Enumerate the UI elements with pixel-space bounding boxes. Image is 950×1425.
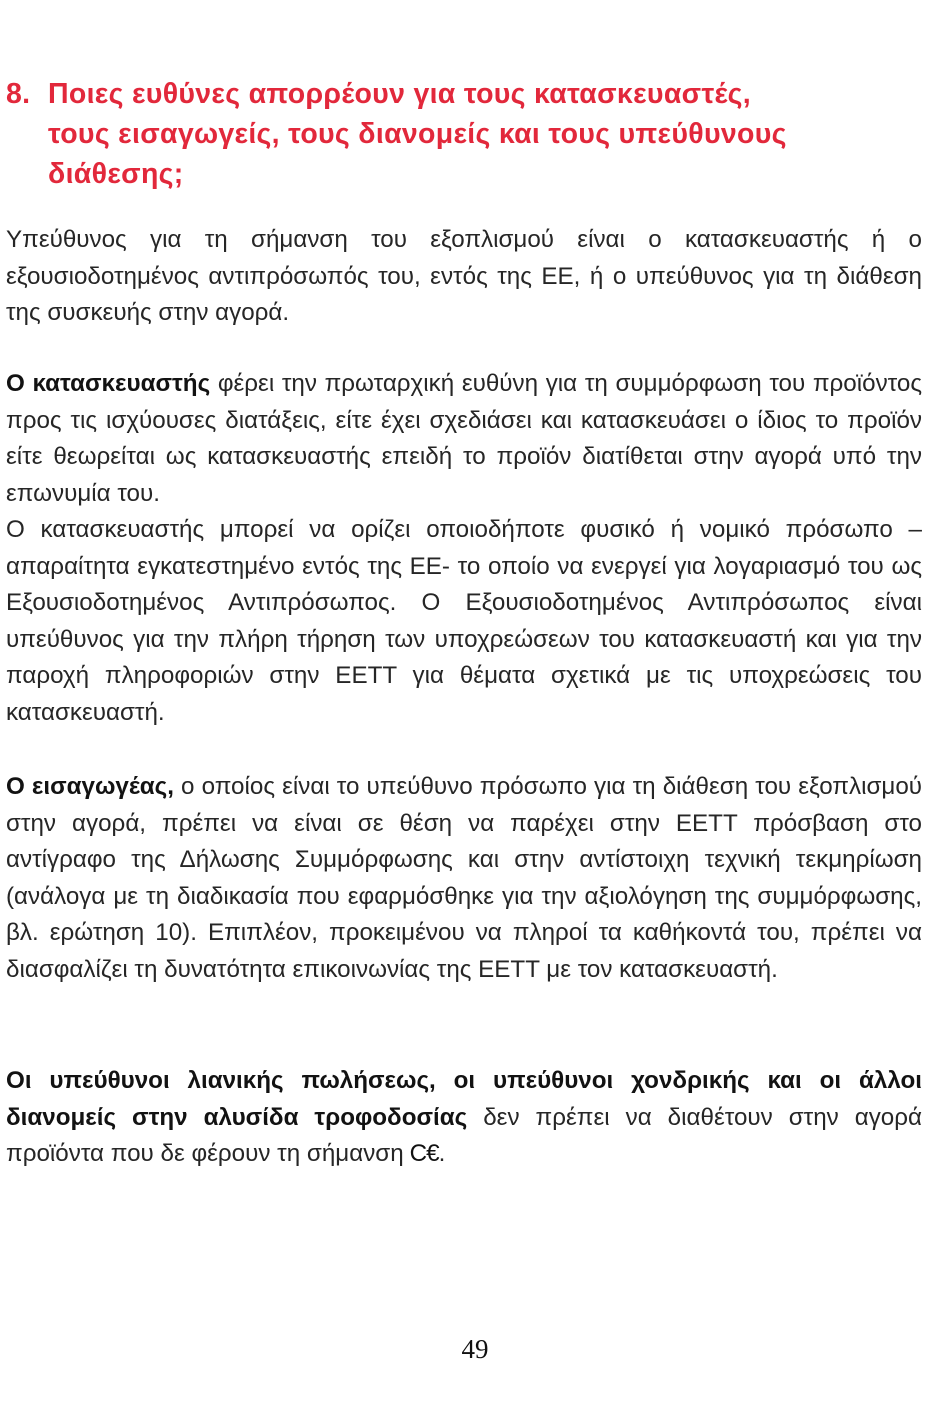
- section-title-line-1: Ποιες ευθύνες απορρέουν για τους κατασκευαστές,: [48, 78, 751, 110]
- paragraph-text: φέρει την πρωταρχική ευθύνη για τη συμμόρφωση του προϊόντος προς τις ισχύουσες διατάξεις, είτε έχει σχεδιάσει και κατασκευάσει ο ίδιος το προϊόν είτε θεωρείται ως κατασκευαστής επειδή το προϊόν διατίθεται στην αγορά υπό την επωνυμία του.: [6, 370, 922, 507]
- page-number: 49: [461, 1334, 489, 1364]
- paragraph-distributors: [6, 1063, 922, 1173]
- section-title-line-3: διάθεσης;: [48, 158, 184, 190]
- section-heading: [6, 74, 906, 194]
- paragraph-text: Υπεύθυνος για τη σήμανση του εξοπλισμού είναι ο κατασκευαστής ή ο εξουσιοδοτημένος αντιπρόσωπός του, εντός της ΕΕ, ή ο υπεύθυνος για τη διάθεση της συσκευής στην αγορά.: [6, 226, 922, 326]
- importer-term: Ο εισαγωγέας,: [6, 773, 174, 800]
- paragraph-manufacturer: [6, 366, 922, 731]
- section-title-line-2: τους εισαγωγείς, τους διανομείς και τους υπεύθυνους: [48, 118, 787, 150]
- paragraph-marking-responsibility: [6, 222, 922, 332]
- manufacturer-term: Ο κατασκευαστής: [6, 370, 211, 397]
- distributors-term: Οι υπεύθυνοι λιανικής πωλήσεως, οι υπεύθυνοι χονδρικής και οι άλλοι διανομείς στην αλυσίδα τροφοδοσίας: [6, 1067, 922, 1131]
- section-number: 8.: [6, 78, 31, 110]
- paragraph-text: δεν πρέπει να διαθέτουν στην αγορά προϊόντα που δε φέρουν τη σήμανση: [6, 1103, 922, 1167]
- paragraph-end: .: [438, 1140, 446, 1167]
- ce-mark-icon: C€: [409, 1140, 439, 1167]
- authorized-representative-text: Ο κατασκευαστής μπορεί να ορίζει οποιοδήποτε φυσικό ή νομικό πρόσωπο –απαραίτητα εγκατεστημένο εντός της ΕΕ- το οποίο να ενεργεί για λογαριασμό του ως Εξουσιοδοτημένος Αντιπρόσωπος. Ο Εξουσιοδοτημένος Αντιπρόσωπος είναι υπεύθυνος για την πλήρη τήρηση των υποχρεώσεων του κατασκευαστή και για την παροχή πληροφοριών στην ΕΕΤΤ για θέματα σχετικά με τις υποχρεώσεις του κατασκευαστή.: [6, 516, 922, 726]
- paragraph-text: ο οποίος είναι το υπεύθυνο πρόσωπο για τη διάθεση του εξοπλισμού στην αγορά, πρέπει να είναι σε θέση να παρέχει στην ΕΕΤΤ πρόσβαση στο αντίγραφο της Δήλωσης Συμμόρφωσης και στην αντίστοιχη τεχνική τεκμηρίωση (ανάλογα με τη διαδικασία που εφαρμόσθηκε για την αξιολόγηση της συμμόρφωσης, βλ. ερώτηση 10). Επιπλέον, προκειμένου να πληροί τα καθήκοντά του, πρέπει να διασφαλίζει τη δυνατότητα επικοινωνίας της ΕΕΤΤ με τον κατασκευαστή.: [6, 773, 922, 983]
- paragraph-importer: [6, 769, 922, 988]
